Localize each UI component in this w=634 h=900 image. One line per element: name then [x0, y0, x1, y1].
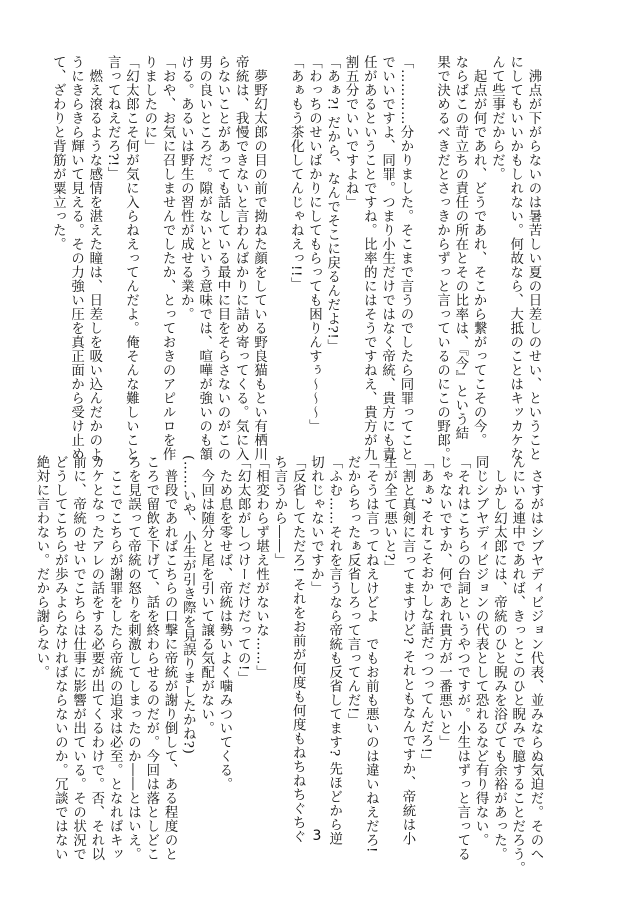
text-line: んて些事だからだ。 — [489, 55, 505, 181]
text-line: 「幻太郎こそ何が気に入らねえってんだよ。俺そんな難しいこと — [123, 55, 139, 461]
text-line — [268, 55, 286, 440]
text-line: 切れじゃないですか」 — [308, 455, 324, 595]
text-line: 「あぁもう茶化してんじゃねえっ!!」 — [288, 55, 304, 291]
text-line: 燃え滾るような感情を湛えた瞳は、日差しを吸い込んだかのよ — [86, 55, 102, 461]
text-line: 夢野幻太郎の目の前で拗ねた顔をしている野良猫もとい有栖川 — [251, 55, 267, 461]
text-line: ため息を零せば、帝統は勢いよく噛みついてくる。 — [216, 455, 232, 791]
text-line: 普段であればこちらの口撃に帝統が謝り倒して、ある程度のと — [162, 455, 178, 861]
text-line: 「…………分かりました。そこまで言うのでしたら同罪ってこと — [397, 55, 413, 461]
text-line: 割五分でいいですよね」 — [343, 55, 359, 209]
text-line: ち言うから――」 — [271, 455, 287, 567]
text-line: にしてもいいかもしれない。何故なら、大抵のことはキッカケな — [507, 55, 523, 461]
text-line: 「わっちのせいばかりにしてもらっても困りんすぅ〜〜〜」 — [306, 55, 322, 433]
text-line: 任があるということですね。比率的にはそうですねえ、貴方が九 — [361, 55, 377, 461]
text-line: ける。あるいは野生の習性が成せる業か。 — [178, 55, 194, 321]
text-line: 生が全て悪いと?」 — [381, 455, 397, 575]
text-line: 「幻太郎がしつけーだけだっての!」 — [235, 455, 251, 685]
text-line: ろを見誤って帝統の怒りを刺激してしまったのか――とはいえ。 — [125, 455, 141, 861]
text-line: りましたのに」 — [141, 55, 157, 153]
text-line: 「あぁ?! だから、なんでそこに戻るんだよ?!」 — [324, 55, 340, 354]
text-line: ならばこの苛立ちの責任の所在とその比率は、『今』という結 — [452, 55, 468, 441]
text-line: 「相変わらず堪え性がないな……」 — [253, 455, 269, 679]
text-line: 前に、帝統のせいでこちらは仕事に影響が出ている。その状況で — [70, 455, 86, 861]
text-line: 起点が何であれ、どうであれ、そこから繋がってこその今。 — [471, 55, 487, 447]
text-line: 今回は随分と尾を引いて譲る気配がない。 — [198, 455, 214, 735]
page-number: 3 — [312, 828, 322, 844]
text-line: だからちったぁ反省しろって言ってんだ!」 — [345, 455, 361, 727]
text-line: 言ってねえだろ?!」 — [105, 55, 121, 181]
text-line: 果で決めるべきだとさっきからずっと言っているのにこの野郎。 — [434, 55, 450, 461]
text-line: うにきらきら輝いて見える。その力強い圧を真正面から受け止め — [68, 55, 84, 461]
text-line: 帝統は、我慢できないと言わんばかりに詰め寄ってくる。気に入 — [233, 55, 249, 461]
text-line — [414, 55, 432, 440]
text-line: 同じシブヤディビジョンの代表として恐れるなど有り得ない。 — [473, 455, 489, 847]
lower-text-block — [33, 455, 544, 875]
text-line: でいいですよ、同罪。つまり小生だけではなく帝統、貴方にも責 — [379, 55, 395, 461]
text-line: 「割と真剣に言ってますけど? それともなんですか、帝統は小 — [399, 455, 415, 846]
text-line: 「ふむ……それを言うなら帝統も反省してます? 先ほどから逆 — [326, 455, 342, 846]
text-line: んにいる連中であれば、きっとこのひと睨みで臆することだろう。 — [509, 455, 525, 875]
text-line: (……いや、小生が引き際を見誤りましたかね?) — [180, 455, 196, 755]
text-line: じゃないですか、何であれ貴方が一番悪いと」 — [436, 455, 452, 749]
text-line: 「反省してただろ! それをお前が何度も何度もねちねちぐちぐ — [290, 455, 306, 844]
text-line: 「そうは言ってねえけどよ でもお前も悪いのは違いねえだろ! — [363, 455, 379, 853]
text-line: 「あぁ? それこそおかしな話だっつってんだろ!」 — [418, 455, 434, 768]
text-line: 沸点が下がらないのは暑苦しい夏の日差しのせい、ということ — [526, 55, 541, 461]
text-line: て、ざわりと背筋が粟立った。 — [50, 55, 66, 251]
text-line: どうしてこちらが歩みよらなければならないのか。冗談ではない — [52, 455, 68, 861]
text-line: ころで留飲を下げて、話を終わらせるのだが。今回は落としどこ — [143, 455, 159, 861]
text-line: しかし幻太郎には、帝統のひと睨みを浴びても余裕があった。 — [491, 455, 507, 861]
text-line: らないことがあっても話している最中に目をそらさないのがこの — [214, 55, 230, 461]
text-line: 「おや、お気に召しませんでしたか、とっておきのアピルロを作 — [160, 55, 176, 461]
text-line: 「それはこちらの台詞というやつですが。小生はずっと言ってる — [454, 455, 470, 861]
text-line: カケとなったアレの話をする必要が出てくるわけで。否、それ以 — [88, 455, 104, 861]
text-line: 絶対に言わない。だから謝らない。 — [33, 455, 49, 679]
text-line: 男の良いところだ。隙がないという意味では、喧嘩が強いのも頷 — [196, 55, 212, 461]
upper-text-block — [50, 55, 542, 461]
text-line: ここでこちらが謝罪をしたら帝統の追求は必至。となればキッ — [107, 455, 123, 861]
text-line: さすがはシブヤディビジョン代表、並みならぬ気迫だ。そのへ — [528, 455, 543, 861]
